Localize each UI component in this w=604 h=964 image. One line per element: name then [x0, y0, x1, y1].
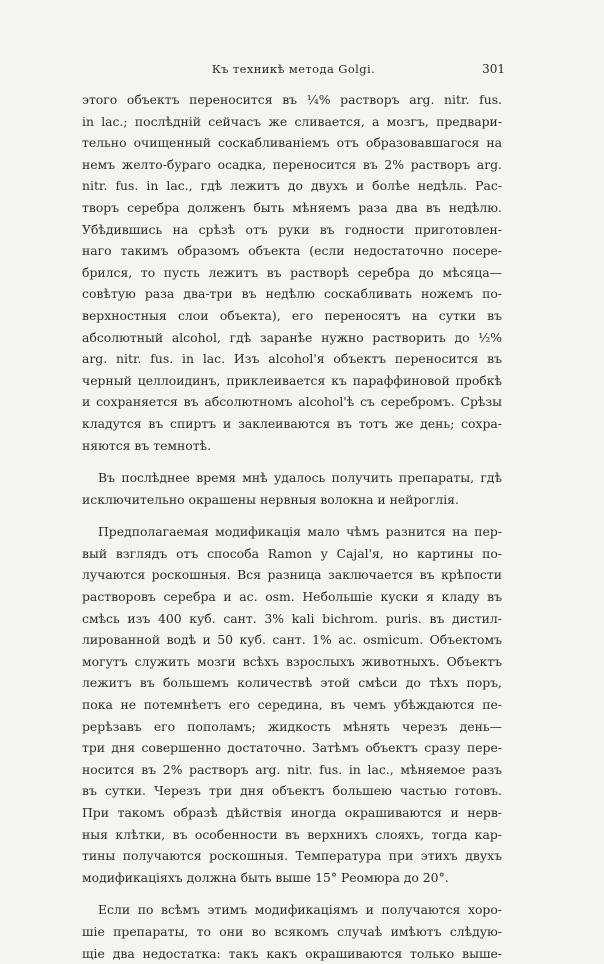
- text-line: въ сутки. Черезъ три дня объектъ большею частью готовъ.: [82, 783, 502, 799]
- text-line: и сохраняется въ абсолютномъ alcohol'ѣ съ серебромъ. Срѣзы: [82, 394, 502, 410]
- text-line: немъ желто-бураго осадка, переносится въ 2% растворъ arg.: [82, 156, 502, 172]
- text-line: черный целлоидинъ, приклеивается къ параффиновой пробкѣ: [82, 372, 502, 388]
- text-line: nitr. fus. in lac., гдѣ лежитъ до двухъ и болѣе недѣль. Рас-: [82, 178, 502, 194]
- text-line: этого объектъ переносится въ ¼% растворъ arg. nitr. fus.: [82, 92, 502, 107]
- text-line: кладутся въ спиртъ и заклеиваются въ тотъ же день; сохра-: [82, 415, 502, 431]
- text-line: модификаціяхъ должна быть выше 15° Реомюра до 20°.: [82, 869, 449, 885]
- paragraph-gap: [82, 456, 502, 467]
- text-line: in lac.; послѣдній сейчасъ же сливается, а мозгъ, предвари-: [82, 113, 502, 129]
- text-line: лежитъ въ большемъ количествѣ этой смѣси до тѣхъ поръ,: [82, 675, 502, 691]
- text-line: творъ серебра долженъ быть мѣняемъ раза два въ недѣлю.: [82, 199, 502, 215]
- text-line: смѣсь изъ 400 куб. сант. 3% kali bichrom. puris. въ дистил-: [82, 610, 502, 626]
- text-line: лучаются роскошныя. Вся разница заключается въ крѣпости: [82, 567, 502, 583]
- text-line: Предполагаемая модификація мало чѣмъ разнится на пер-: [98, 524, 502, 540]
- text-line: лированной водѣ и 50 куб. сант. 1% ac. osmicum. Объектомъ: [82, 632, 502, 648]
- text-line: могутъ служить мозги всѣхъ взрослыхъ животныхъ. Объектъ: [82, 653, 502, 669]
- running-title: Къ техникѣ метода Golgi.: [211, 62, 376, 76]
- running-head: [82, 62, 505, 82]
- paragraph-3: [82, 521, 502, 888]
- text-line: совѣтую раза два-три въ недѣлю соскабливать ножемъ по-: [82, 286, 502, 302]
- text-line: При такомъ образѣ дѣйствія иногда окрашиваются и нерв-: [82, 805, 502, 820]
- text-line: щіе два недостатка: такъ какъ окрашиваются только выше-: [82, 945, 502, 961]
- text-line: Если по всѣмъ этимъ модификаціямъ и получаются хоро-: [98, 902, 502, 918]
- text-line: пока не потемнѣетъ его середина, въ чемъ убѣждаются пе-: [82, 697, 502, 713]
- text-line: ныя клѣтки, въ особенности въ верхнихъ слояхъ, тогда кар-: [82, 826, 502, 842]
- text-line: тельно очищенный соскабливаніемъ отъ образовавшагося на: [82, 135, 502, 151]
- text-line: растворовъ серебра и ac. osm. Небольшіе куски я кладу въ: [82, 589, 502, 605]
- body-text: [82, 89, 502, 964]
- text-line: няются въ темнотѣ.: [82, 437, 212, 453]
- text-line: носится въ 2% растворъ arg. nitr. fus. in lac., мѣняемое разъ: [82, 761, 502, 777]
- paragraph-4: [82, 899, 502, 964]
- text-line: три дня совершенно достаточно. Затѣмъ объектъ сразу пере-: [82, 740, 502, 756]
- paragraph-gap: [82, 888, 502, 899]
- text-line: arg. nitr. fus. in lac. Изъ alcohol'я объектъ переносится въ: [82, 351, 502, 367]
- paragraph-1: [82, 89, 502, 456]
- paragraph-2: [82, 467, 502, 510]
- text-line: верхностныя слои объекта), его переносятъ на сутки въ: [82, 307, 502, 323]
- text-line: исключительно окрашены нервныя волокна и нейроглія.: [82, 491, 459, 507]
- text-line: шіе препараты, то они во всякомъ случаѣ имѣютъ слѣдую-: [82, 923, 502, 939]
- text-line: тины получаются роскошныя. Температура при этихъ двухъ: [82, 848, 502, 864]
- text-line: брился, то пусть лежитъ въ растворѣ серебра до мѣсяца—: [82, 264, 502, 280]
- text-line: вый взглядъ отъ способа Ramon y Cajal'я, но картины по-: [82, 545, 502, 561]
- text-line: Убѣдившись на срѣзѣ отъ руки въ годности приготовлен-: [82, 221, 502, 237]
- text-line: Въ послѣднее время мнѣ удалось получить препараты, гдѣ: [98, 470, 502, 486]
- page-number: 301: [482, 62, 505, 76]
- paragraph-gap: [82, 510, 502, 521]
- text-line: наго такимъ образомъ объекта (если недостаточно посере-: [82, 243, 502, 259]
- text-line: рерѣзавъ его пополамъ; жидкость мѣнять черезъ день—: [82, 718, 502, 734]
- text-line: абсолютный alcohol, гдѣ заранѣе нужно растворить до ½%: [82, 329, 502, 345]
